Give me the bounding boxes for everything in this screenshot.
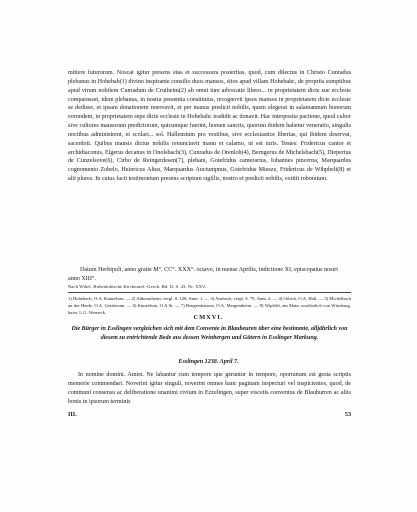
charter-text-paragraph: mittere futurorum. Noscat igitur presens etas et successura posteritas, quod, cum dilectus in Christo Cunradus plebanus in Hohebah(1) divino inspirante consilio duos mansos, sitos apud villam Hohebahc, de propriis sumptibus apud virum nobilem Cunradum de Crutheim(2) ab omni iure advocatie libero... in proprietatem dicte sue ecclesie comparasset, idem plebanus, in nostra presentia constitutus, recognovit ipsos mansos in proprietatem dicte ecclesie se dedisse, et ipsam donationem renovavit, et per manus predicti nobilis, quem elegerat in salamannum bonorum eorundem, in proprietatem sepe dicte ecclesie in Hohebahc tradidit ac donavit. Hac interposita pactione, quod cultor sive cultores mansorum predictorum, quicumque fuerint, homen sanctis, quorum ibidem habetur veneratio, singulis noctibus administrent, et scolari... sol. Hallensium pro vestibus, sive ecclesiastice libertas, qui ibidem deservat, sacerdoti. Quibus mansis dictus nobilis renunciavit manu et calamo, ut est iuris. Testes: Fridericus cantor et archidiaconus, Elgerus decanus in Onolsbach(3), Cunradus de Orenlob(4), Berngerus de Michelsbach(5), Diepertus de Cunzelsove(6), Cirbo de Reingerdesen(7), plebani, Gotefridus camerarius, Iohannes pincerna, Marquardus cognomento Zobelo, Heinricus Altus, Marquardus Auctumpnus, Gotefridus Miesze, Fridericus de Wihpbelt(8) et alii plures. In cuius facti testimonium presens scriptum sigillis, nostro et predicti nobilis, extitit roboratum.	[68, 70, 351, 183]
source-note: Nach Wibel, Hohenlohische Kirchenref.-Gesch. Bd. II, S. 43, Nr. XXV.	[68, 284, 207, 289]
footnote-divider	[68, 292, 351, 293]
page-number: 53	[344, 412, 351, 418]
charter-body-paragraph: In nomine domini. Amen. Ne labantur cum tempore que geruntur in tempore, oportunum est gesta scriptis memorie commendari. Noverint igitur singuli, noverint omnes hanc paginam inspecturi vel inspicientes, quod, de communi consensu ac deliberatione unanimi civium in Ezzelingen, super viscetis conventus de Blauburren ac aliis bonis in ipsorum terminis	[68, 372, 351, 405]
page-footer	[68, 412, 351, 418]
dating-clause: Datum Herbipoli, anno gratie M°. CC°. XXX°. octavo, in mense Aprilis, indictione XI, episcopatus nostri anno XIII°.	[68, 267, 338, 282]
document-number: CMXVI.	[193, 314, 224, 321]
place-and-date: Esslingen 1238. April 7.	[178, 359, 239, 365]
document-summary: Die Bürger in Esslingen vergleichen sich mit dem Convente in Blaubeuren über eine bestimmte, alljährlich von diesem zu entrichtende Bede aus dessen Weinbergen und Gütern in Esslinger Markung.	[71, 326, 348, 342]
footnotes: 1) Hohebach, O.A. Künzelsau. — 2) Altkrautheim, vergl. S. 128, Anm. 1. — 3) Ansbach, vergl. S. 79, Anm. 4. — 4) Orlach, O.A. Hall. — 5) Michelbach an der Heide, O.A. Gerabronn. — 6) Künzelsau, O.A.St. — 7) Rengershausen, O.A. Mergentheim. — 8) Wipfeld, am Main, nordöstlich von Würzburg, baier. L.G. Werneck.	[68, 296, 351, 315]
volume-number: III.	[68, 412, 77, 418]
